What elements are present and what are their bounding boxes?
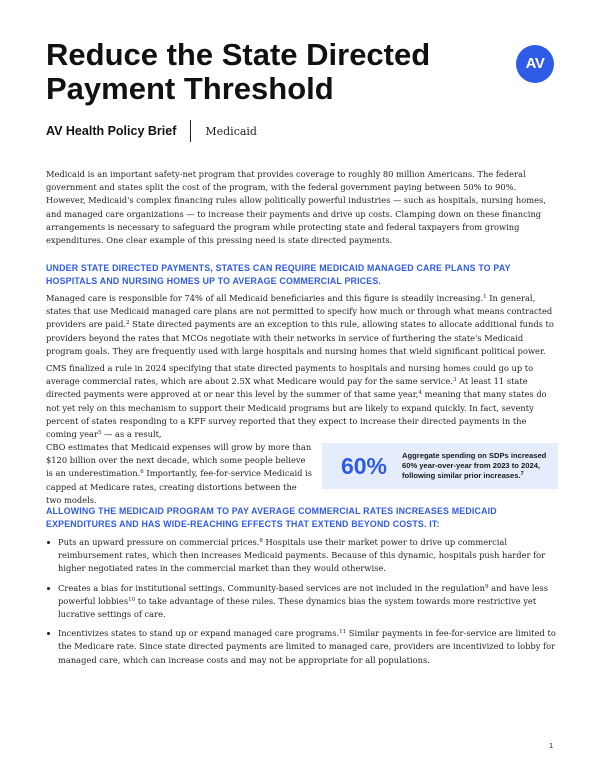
section-2-list-block (46, 536, 558, 673)
list-item: Puts an upward pressure on commercial prices.$^8$ Hospitals use their market power to drive up commercial reimbursement rates, which then increases Medicaid payments. Because of this dynamic, hospitals push harder for higher negotiated rates in the commercial market than they would otherwise. (46, 536, 558, 576)
section-1-heading-block (46, 262, 558, 288)
section-1-p2-block (46, 362, 558, 441)
stat-text: Aggregate spending on SDPs increased 60% year-over-year from 2023 to 2024, following similar prior increases.$^7$ (402, 451, 547, 480)
brand-label: AV Health Policy Brief (46, 124, 177, 138)
bullet-list (46, 536, 558, 667)
section-1-paragraph-2: CMS finalized a rule in 2024 specifying that state directed payments to hospitals and nursing homes could go up to average commercial rates, which are about 2.5X what Medicare would pay for the same service.$^3$ At least 11 state directed payments were approved at or near this level by the summer of that same year,$^4$ meaning that many states do not yet rely on this mechanism to support their Medicaid programs but are likely to expand quickly. In fact, seventy percent of states responding to a KFF survey reported that they expect to increase their directed payments in the coming year$^5$ — as a result, (46, 363, 547, 440)
section-1-p1-block (46, 292, 558, 358)
stat-callout (322, 443, 558, 489)
stat-number: 60% (340, 452, 388, 479)
section-2-heading-block (46, 505, 558, 531)
list-item: Incentivizes states to stand up or expand managed care programs.$^{11}$ Similar payments in fee-for-service are limited to the Medicare rate. Since state directed payments are limited to managed care, providers are incentivized to lobby for managed care, which can increase costs and may not be appropriate for all populations. (46, 627, 558, 667)
section-1-paragraph-3: CBO estimates that Medicaid expenses will grow by more than $120 billion over the next decade, which some people believe is an underestimation.$^6$ Importantly, fee-for-service Medicaid is capped at Medicare rates, creating distortions between the two models. (46, 442, 312, 505)
section-1-p3-block (46, 441, 312, 507)
section-1-paragraph-1: Managed care is responsible for 74% of all Medicaid beneficiaries and this figure is steadily increasing.$^1$ In general, states that use Medicaid managed care plans are not permitted to specify how much or through what means contracted providers are paid.$^2$ State directed payments are an exception to this rule, allowing states to allocate additional funds to providers beyond the rates that MCOs negotiate with their networks in service of furthering the state's Medicaid program goals. They are frequently used with large hospitals and nursing homes that wield significant political power. (46, 293, 554, 356)
section-1-heading: UNDER STATE DIRECTED PAYMENTS, STATES CAN REQUIRE MEDICAID MANAGED CARE PLANS TO PAY HOSPITALS AND NURSING HOMES UP TO AVERAGE COMMERCIAL PRICES. (46, 263, 511, 286)
topic-label: Medicaid (205, 124, 257, 138)
divider (190, 120, 191, 142)
section-2-heading: ALLOWING THE MEDICAID PROGRAM TO PAY AVERAGE COMMERCIAL RATES INCREASES MEDICAID EXPENDITURES AND HAS WIDE-REACHING EFFECTS THAT EXTEND BEYOND COSTS. IT: (46, 506, 497, 529)
intro-block (46, 168, 558, 247)
page-title: Reduce the State Directed Payment Threshold (46, 37, 431, 106)
av-logo: AV (516, 45, 554, 83)
subtitle-row (46, 120, 257, 142)
page-number: 1 (549, 741, 554, 750)
list-item: Creates a bias for institutional settings. Community-based services are not included in the regulation$^9$ and have less powerful lobbies$^{10}$ to take advantage of these rules. These dynamics bias the system towards more restrictive yet lucrative settings of care. (46, 582, 558, 622)
intro-paragraph: Medicaid is an important safety-net program that provides coverage to roughly 80 million Americans. The federal government and states split the cost of the program, with the federal government paying between 50% to 90%. However, Medicaid's complex financing rules allow politically powerful industries — such as hospitals, nursing homes, and managed care organizations — to increase their payments and drive up costs. Clamping down on these financing arrangements is necessary to safeguard the program while protecting state and federal taxpayers from growing expenditures. One clear example of this pressing need is state directed payments. (46, 169, 546, 246)
